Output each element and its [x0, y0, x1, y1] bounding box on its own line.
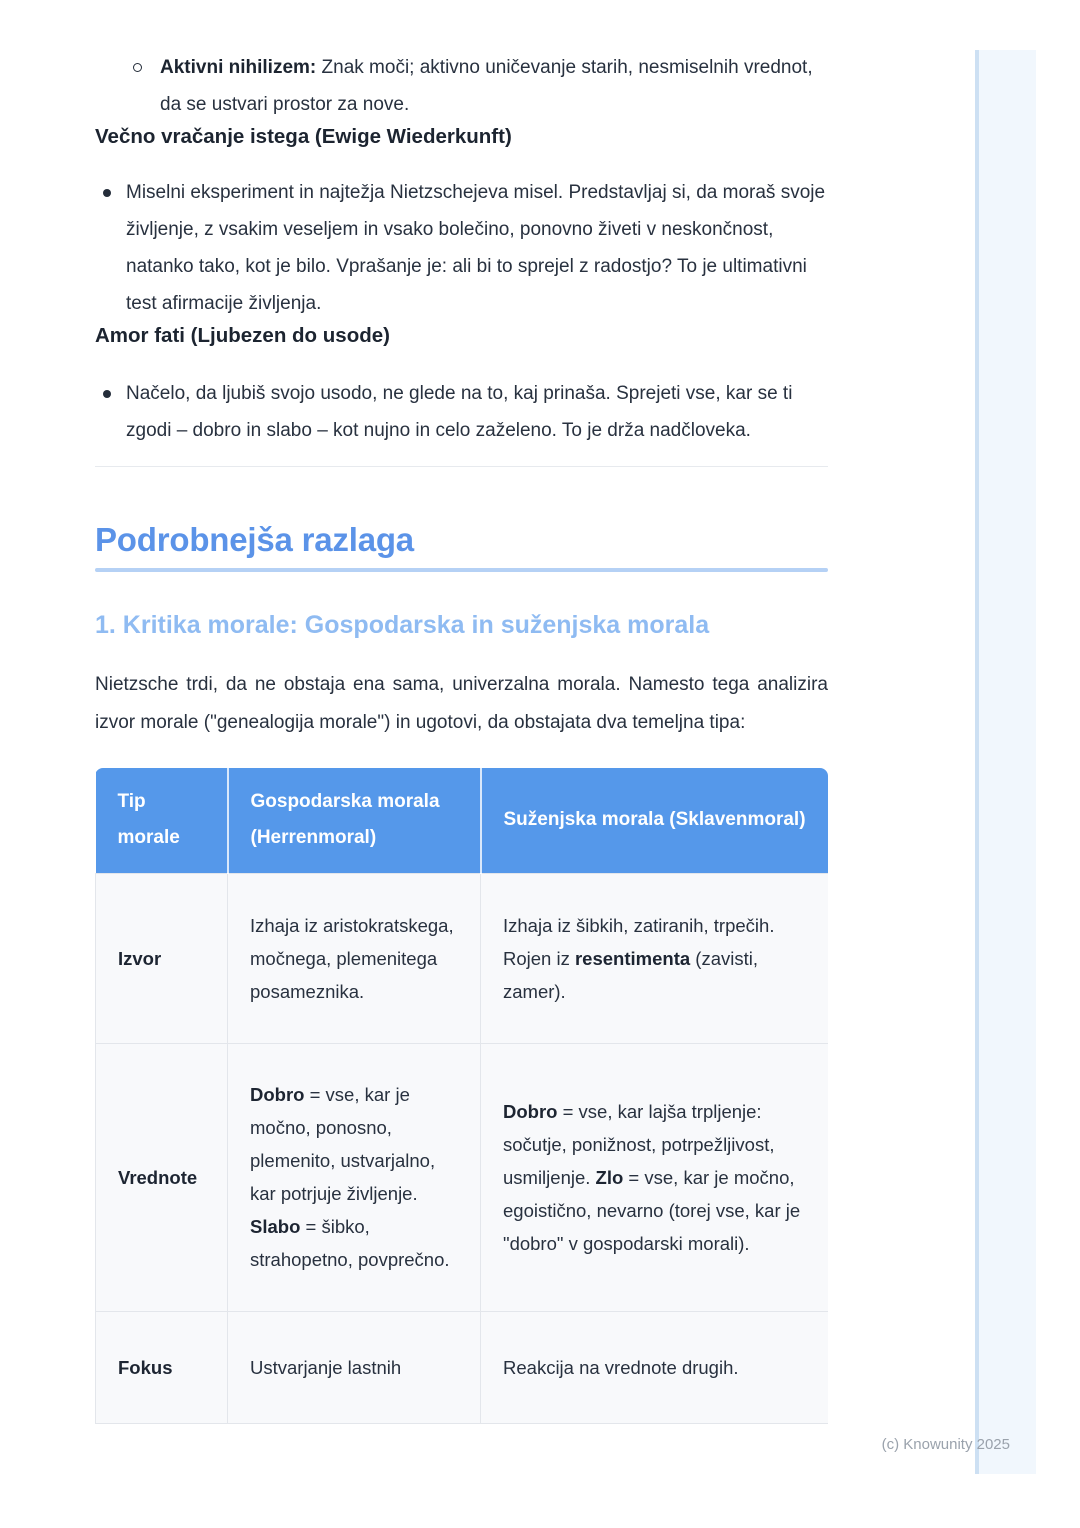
table-row: [96, 873, 829, 1043]
table-cell: Dobro = vse, kar je močno, ponosno, plemenito, ustvarjalno, kar potrjuje življenje. Slabo = šibko, strahopetno, povprečno.: [228, 1043, 481, 1311]
bullet-dot-icon: [103, 174, 126, 322]
table-header-cell: Tip morale: [96, 768, 228, 873]
right-margin-panel: [975, 50, 1036, 1474]
row-label-cell: Fokus: [96, 1311, 228, 1423]
circle-bullet-icon: [133, 49, 160, 123]
table-row: [96, 1311, 829, 1423]
bullet-dot-icon: [103, 375, 126, 449]
heading-amor-fati: Amor fati (Ljubezen do usode): [95, 324, 390, 347]
table-header-row: [96, 768, 829, 873]
term-description: Znak moči; aktivno uničevanje starih, nesmiselnih vrednot, da se ustvari prostor za nove.: [160, 57, 813, 115]
heading-ewige-wiederkunft: Večno vračanje istega (Ewige Wiederkunft): [95, 125, 512, 148]
table-cell: Reakcija na vrednote drugih.: [481, 1311, 829, 1423]
morality-comparison-table: [95, 768, 828, 1424]
intro-paragraph: Nietzsche trdi, da ne obstaja ena sama, univerzalna morala. Namesto tega analizira izvor morale ("genealogija morale") in ugotovi, da obstajata dva temeljna tipa:: [95, 674, 828, 733]
table-cell: Ustvarjanje lastnih: [228, 1311, 481, 1423]
list-item-text: Miselni eksperiment in najtežja Nietzschejeva misel. Predstavljaj si, da moraš svoje življenje, z vsakim veseljem in vsako bolečino, ponovno živeti v neskončnost, natanko tako, kot je bilo. Vprašanje je: ali bi to sprejel z radostjo? To je ultimativni test afirmacije življenja.: [126, 182, 826, 314]
list-item-aktivni-nihilizem: [95, 49, 828, 123]
section-divider: [95, 466, 828, 467]
row-label-cell: Vrednote: [96, 1043, 228, 1311]
table-header-cell: Gospodarska morala (Herrenmoral): [228, 768, 481, 873]
bold-term: Aktivni nihilizem:: [160, 57, 317, 78]
list-item-text: Načelo, da ljubiš svojo usodo, ne glede na to, kaj prinaša. Sprejeti vse, kar se ti zgodi – dobro in slabo – kot nujno in celo zaželeno. To je drža nadčloveka.: [126, 383, 793, 441]
list-item-amor-fati: [95, 375, 828, 449]
table-cell: Dobro = vse, kar lajša trpljenje: sočutje, ponižnost, potrpežljivost, usmiljenje. Zlo = vse, kar je močno, egoistično, nevarno (torej vse, kar je "dobro" v gospodarski morali).: [481, 1043, 829, 1311]
content-column: [95, 0, 828, 1424]
copyright-footer: (c) Knowunity 2025: [881, 1436, 1010, 1453]
table-cell: Izhaja iz šibkih, zatiranih, trpečih. Rojen iz resentimenta (zavisti, zamer).: [481, 873, 829, 1043]
row-label-cell: Izvor: [96, 873, 228, 1043]
title-underline: [95, 568, 828, 572]
table-row: [96, 1043, 829, 1311]
section-title: Podrobnejša razlaga: [95, 521, 414, 558]
table-body: [96, 873, 829, 1423]
table-header-cell: Suženjska morala (Sklavenmoral): [481, 768, 829, 873]
list-item-ewige: [95, 174, 828, 322]
subsection-title: 1. Kritika morale: Gospodarska in suženjska morala: [95, 611, 710, 639]
list-item-text: [160, 49, 828, 123]
table-cell: Izhaja iz aristokratskega, močnega, plemenitega posameznika.: [228, 873, 481, 1043]
